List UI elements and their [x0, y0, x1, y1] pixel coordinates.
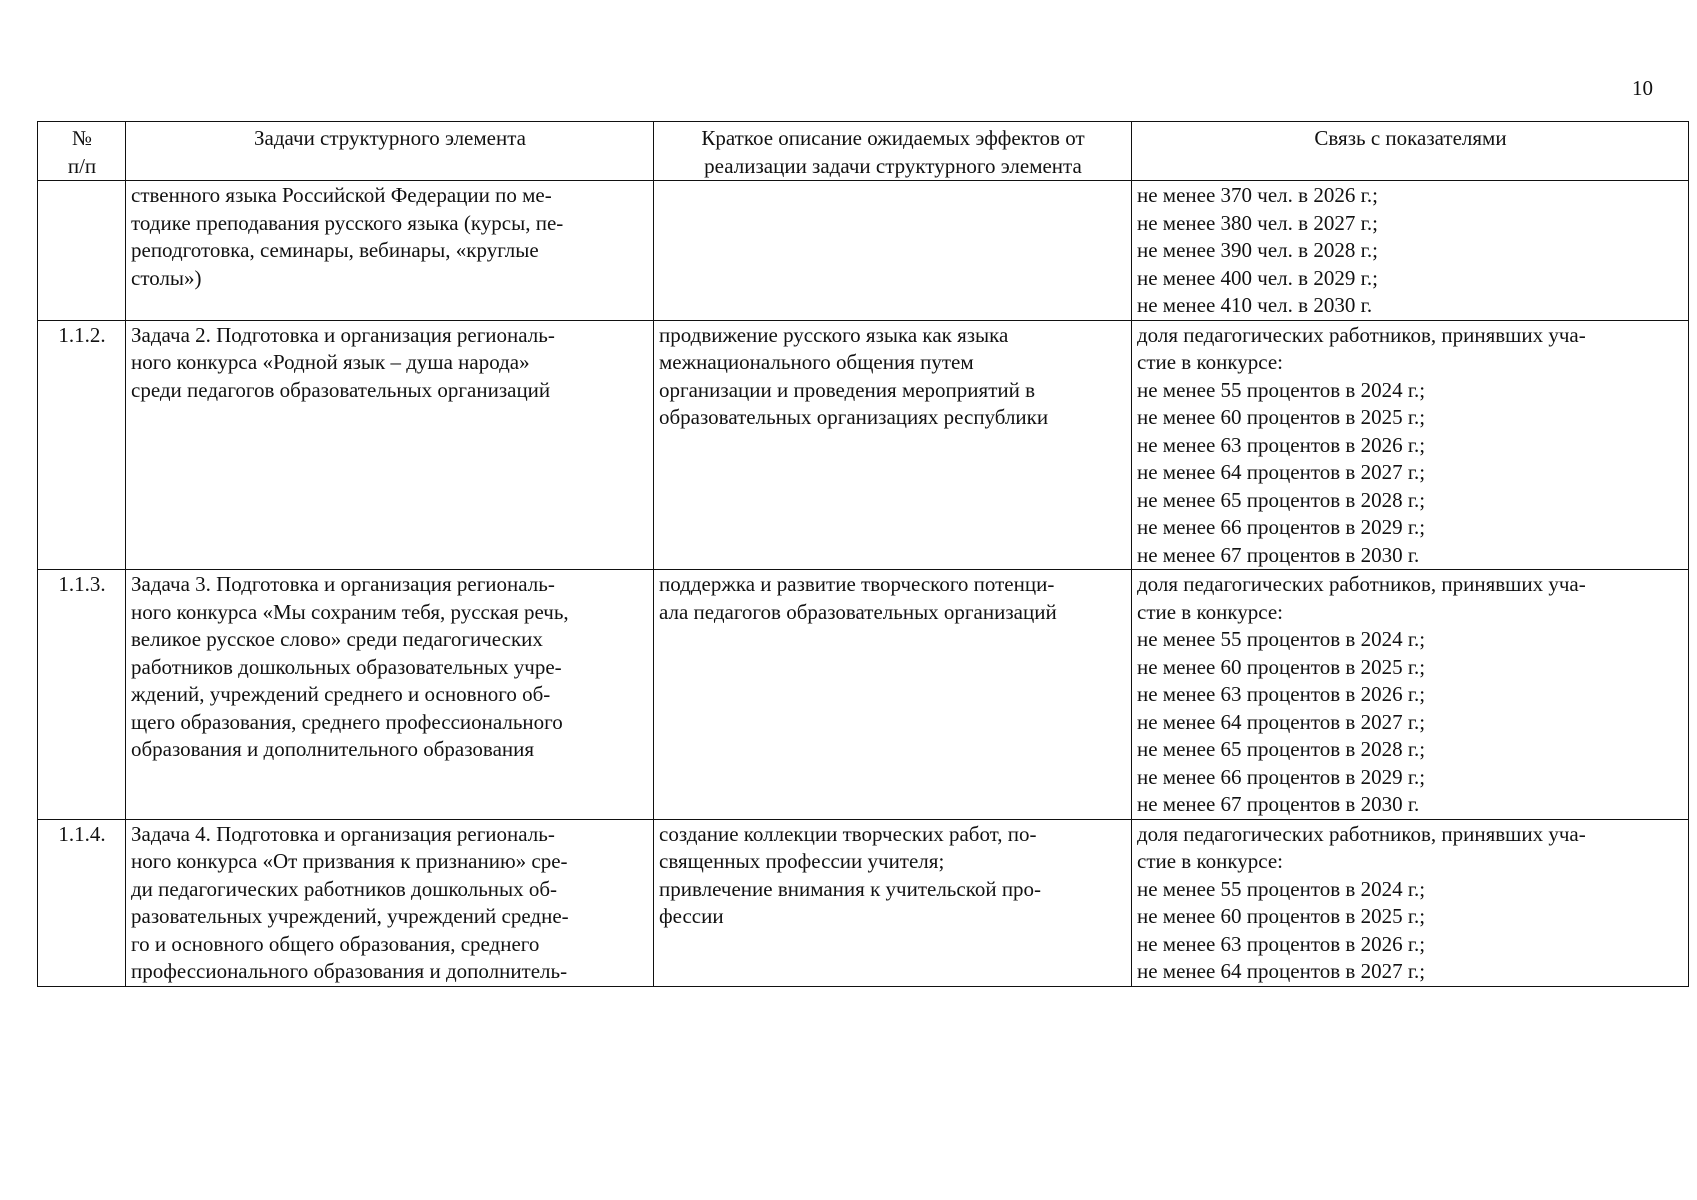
text-line: не менее 67 процентов в 2030 г.	[1137, 542, 1420, 567]
table-row	[38, 181, 1689, 321]
header-line: Краткое описание ожидаемых эффектов от	[701, 126, 1085, 150]
text-line: ного конкурса «Родной язык – душа народа»	[131, 350, 530, 374]
indicator-cell	[1132, 320, 1689, 570]
text-line: ственного языка Российской Федерации по ме-	[131, 183, 552, 207]
text-line: не менее 66 процентов в 2029 г.;	[1137, 764, 1426, 789]
text-line: доля педагогических работников, принявших уча-	[1137, 322, 1586, 347]
tasks-table	[37, 121, 1689, 987]
text-line: продвижение русского языка как языка	[659, 322, 1009, 347]
indicator-cell	[1132, 819, 1689, 986]
text-line: не менее 65 процентов в 2028 г.;	[1137, 737, 1426, 761]
text-line: разовательных учреждений, учреждений средне-	[131, 904, 569, 928]
table-row	[38, 819, 1689, 986]
page-number: 10	[1632, 76, 1653, 100]
text-line: создание коллекции творческих работ, по-	[659, 821, 1037, 846]
header-line: п/п	[67, 154, 97, 178]
text-line: щего образования, среднего профессионального	[131, 709, 563, 734]
effect-cell	[654, 181, 1132, 321]
text-line: ала педагогов образовательных организаций	[659, 599, 1057, 624]
text-line: не менее 55 процентов в 2024 г.;	[1137, 377, 1426, 402]
table-row	[38, 570, 1689, 820]
header-line: №	[71, 126, 93, 150]
text-line: не менее 410 чел. в 2030 г.	[1137, 293, 1373, 317]
effect-cell	[654, 320, 1132, 570]
text-line: не менее 55 процентов в 2024 г.;	[1137, 876, 1426, 901]
text-line: ного конкурса «Мы сохраним тебя, русская речь,	[131, 599, 569, 624]
text-line: не менее 64 процентов в 2027 г.;	[1137, 959, 1426, 983]
header-number	[38, 122, 126, 181]
effect-cell	[654, 819, 1132, 986]
text-line: не менее 67 процентов в 2030 г.	[1137, 792, 1420, 816]
header-effects	[654, 122, 1132, 181]
text-line: священных профессии учителя;	[659, 849, 945, 873]
text-line: поддержка и развитие творческого потенци-	[659, 572, 1055, 596]
text-line: не менее 64 процентов в 2027 г.;	[1137, 460, 1426, 484]
text-line: го и основного общего образования, среднего	[131, 931, 540, 956]
text-line: Задача 3. Подготовка и организация региональ-	[131, 572, 555, 596]
task-cell	[126, 320, 654, 570]
text-line: столы»)	[131, 265, 202, 290]
row-number	[38, 181, 126, 321]
text-line: не менее 370 чел. в 2026 г.;	[1137, 183, 1378, 207]
text-line: великое русское слово» среди педагогических	[131, 627, 543, 651]
text-line: не менее 60 процентов в 2025 г.;	[1137, 405, 1426, 429]
indicator-cell	[1132, 181, 1689, 321]
row-number: 1.1.3.	[38, 570, 126, 820]
task-cell	[126, 819, 654, 986]
text-line: не менее 63 процентов в 2026 г.;	[1137, 931, 1426, 956]
text-line: тодике преподавания русского языка (курсы, пе-	[131, 210, 564, 235]
text-line: не менее 60 процентов в 2025 г.;	[1137, 904, 1426, 928]
text-line: не менее 400 чел. в 2029 г.;	[1137, 265, 1378, 290]
text-line: не менее 63 процентов в 2026 г.;	[1137, 682, 1426, 706]
header-line: Связь с показателями	[1314, 126, 1507, 150]
text-line: не менее 64 процентов в 2027 г.;	[1137, 709, 1426, 734]
text-line: межнационального общения путем	[659, 350, 974, 374]
text-line: стие в конкурсе:	[1137, 599, 1283, 624]
text-line: среди педагогов образовательных организаций	[131, 377, 551, 402]
row-number: 1.1.2.	[38, 320, 126, 570]
table-row	[38, 320, 1689, 570]
row-number: 1.1.4.	[38, 819, 126, 986]
text-line: реподготовка, семинары, вебинары, «круглые	[131, 238, 539, 262]
effect-cell	[654, 570, 1132, 820]
text-line: не менее 65 процентов в 2028 г.;	[1137, 487, 1426, 512]
header-line: реализации задачи структурного элемента	[704, 154, 1082, 178]
text-line: работников дошкольных образовательных учре-	[131, 654, 562, 679]
text-line: привлечение внимания к учительской про-	[659, 876, 1042, 901]
text-line: доля педагогических работников, принявших уча-	[1137, 572, 1586, 596]
text-line: не менее 390 чел. в 2028 г.;	[1137, 238, 1378, 262]
table-header-row	[38, 122, 1689, 181]
text-line: не менее 60 процентов в 2025 г.;	[1137, 654, 1426, 679]
text-line: ди педагогических работников дошкольных об-	[131, 876, 558, 901]
text-line: Задача 4. Подготовка и организация региональ-	[131, 821, 555, 846]
text-line: фессии	[659, 904, 724, 928]
text-line: не менее 55 процентов в 2024 г.;	[1137, 627, 1426, 651]
text-line: ного конкурса «От призвания к признанию» сре-	[131, 849, 568, 873]
text-line: ждений, учреждений среднего и основного об-	[131, 682, 551, 706]
text-line: стие в конкурсе:	[1137, 849, 1283, 873]
text-line: профессионального образования и дополнитель-	[131, 959, 568, 983]
indicator-cell	[1132, 570, 1689, 820]
text-line: Задача 2. Подготовка и организация региональ-	[131, 322, 555, 347]
text-line: образования и дополнительного образования	[131, 737, 535, 761]
task-cell	[126, 570, 654, 820]
text-line: стие в конкурсе:	[1137, 350, 1283, 374]
text-line: организации и проведения мероприятий в	[659, 377, 1036, 402]
text-line: не менее 63 процентов в 2026 г.;	[1137, 432, 1426, 457]
text-line: не менее 66 процентов в 2029 г.;	[1137, 515, 1426, 539]
text-line: образовательных организациях республики	[659, 405, 1049, 429]
text-line: доля педагогических работников, принявших уча-	[1137, 821, 1586, 846]
task-cell	[126, 181, 654, 321]
header-tasks	[126, 122, 654, 181]
header-line: Задачи структурного элемента	[254, 126, 526, 150]
text-line: не менее 380 чел. в 2027 г.;	[1137, 210, 1378, 235]
header-indicators	[1132, 122, 1689, 181]
